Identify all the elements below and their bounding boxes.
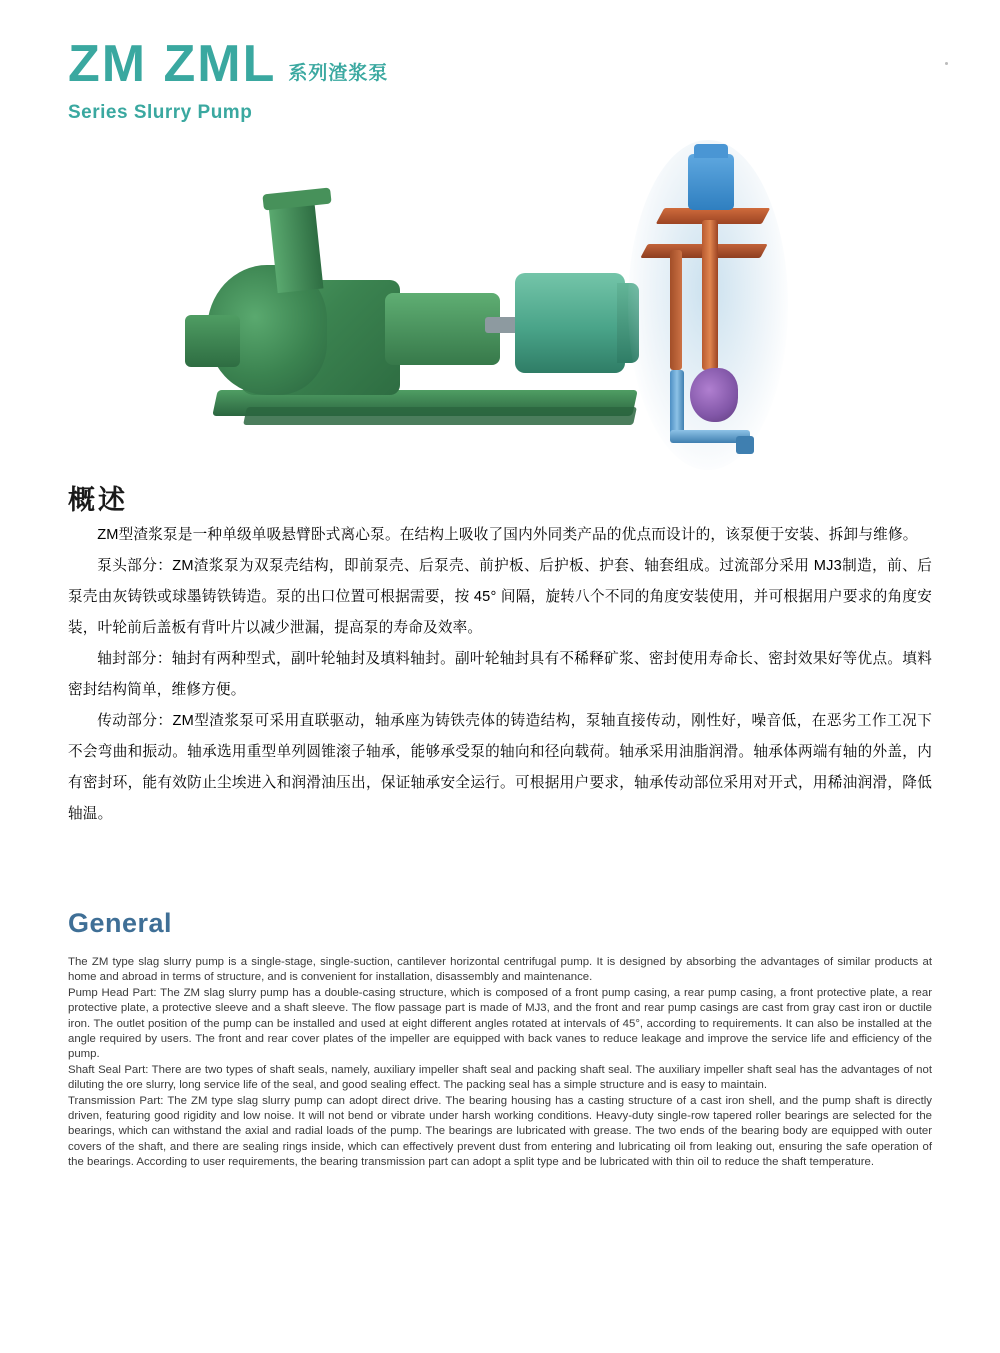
cn-paragraph-2: 泵头部分：ZM渣浆泵为双泵壳结构，即前泵壳、后泵壳、前护板、后护板、护套、轴套组成。过流部分采用 MJ3制造，前、后泵壳由灰铸铁或球墨铸铁铸造。泵的出口位置可根据需要，按 45° 间隔，旋转八个不同的角度安装使用，并可根据用户要求的角度安装，叶轮前后盖板有背叶片以减少泄漏，提高泵的寿命及效率。 — [68, 558, 932, 636]
title-row — [68, 35, 948, 93]
product-image-area — [0, 130, 1000, 470]
pipe-end-flange — [736, 436, 754, 454]
en-paragraph-1: The ZM type slag slurry pump is a single-stage, single-suction, cantilever horizontal centrifugal pump. It is designed by absorbing the advantages of similar products at home and abroad in terms of structure, and is convenient for installation, disassembly and maintenance. — [68, 956, 932, 984]
page-header — [68, 35, 948, 124]
vertical-drive-motor — [688, 154, 734, 210]
en-paragraph-4: Transmission Part: The ZM type slag slurry pump can adopt direct drive. The bearing housing has a casting structure of a cast iron shell, and the pump shaft is directly driven, featuring good rigidity and low noise. It will not bend or vibrate under harsh working conditions. Heavy-duty single-row tapered roller bearings are selected for the bearings, which can withstand the axial and radial loads of the pump. The bearings are lubricated with grease. The two ends of the bearing body are equipped with outer covers of the shaft, and there are sealing rings inside, which can effectively prevent dust from entering and lubricating oil from leaking out, ensuring the safe operation of the bearings. According to user requirements, the bearing transmission part can adopt a split type and be lubricated with thin oil to reduce the shaft temperature. — [68, 1094, 932, 1169]
support-column-secondary — [670, 250, 682, 370]
en-paragraph-3: Shaft Seal Part: There are two types of shaft seals, namely, auxiliary impeller shaft seal and packing shaft seal. The auxiliary impeller shaft seal has the advantages of not diluting the ore slurry, long service life of the seal, and good sealing effect. The packing seal has a simple structure and is easy to maintain. — [68, 1063, 932, 1092]
drive-motor — [515, 273, 625, 373]
horizontal-slurry-pump-image — [185, 185, 605, 445]
page-title: ZM ZML — [68, 35, 277, 93]
section-heading-overview-cn: 概述 — [68, 485, 128, 515]
corner-dot-mark — [945, 62, 948, 65]
pump-base-frame-lower — [243, 407, 637, 425]
overview-body-chinese — [68, 520, 932, 830]
overview-body-english — [68, 955, 932, 1171]
section-heading-overview-en: General — [68, 908, 173, 938]
page-title-chinese: 系列渣浆泵 — [288, 63, 389, 84]
pump-discharge-outlet — [269, 201, 324, 293]
en-paragraph-2: Pump Head Part: The ZM slag slurry pump has a double-casing structure, which is composed of a front pump casing, a rear pump casing, a front protective plate, a rear protective plate, a protective sleeve and a shaft sleeve. The flow passage part is made of MJ3, and the front and rear pump casings are cast from gray cast iron or ductile iron. The outlet position of the pump can be installed and used at eight different angles rotated at intervals of 45°, according to requirements. It can also be installed at the angle required by users. The front and rear cover plates of the impeller are equipped with back vanes to reduce leakage and improve the service life and efficiency of the pump. — [68, 986, 932, 1061]
pump-suction-inlet — [185, 315, 240, 367]
vertical-slurry-pump-image — [618, 140, 798, 470]
page-subtitle: Series Slurry Pump — [68, 102, 253, 123]
bearing-housing — [385, 293, 500, 365]
cn-paragraph-3: 轴封部分：轴封有两种型式，副叶轮轴封及填料轴封。副叶轮轴封具有不稀释矿浆、密封使用寿命长、密封效果好等优点。填料密封结构简单，维修方便。 — [68, 651, 932, 698]
vertical-motor-cap — [694, 144, 728, 158]
support-column — [702, 220, 718, 370]
cn-paragraph-4: 传动部分：ZM型渣浆泵可采用直联驱动，轴承座为铸铁壳体的铸造结构，泵轴直接传动，刚性好，噪音低，在恶劣工作工况下不会弯曲和振动。轴承选用重型单列圆锥滚子轴承，能够承受泵的轴向和径向载荷。轴承采用油脂润滑。轴承体两端有轴的外盖，内有密封环，能有效防止尘埃进入和润滑油压出，保证轴承安全运行。可根据用户要求，轴承传动部位采用对开式，用稀油润滑，降低轴温。 — [68, 713, 932, 822]
cn-paragraph-1: ZM型渣浆泵是一种单级单吸悬臂卧式离心泵。在结构上吸收了国内外同类产品的优点而设计的，该泵便于安装、拆卸与维修。 — [97, 527, 918, 543]
vertical-pump-head — [690, 368, 738, 422]
